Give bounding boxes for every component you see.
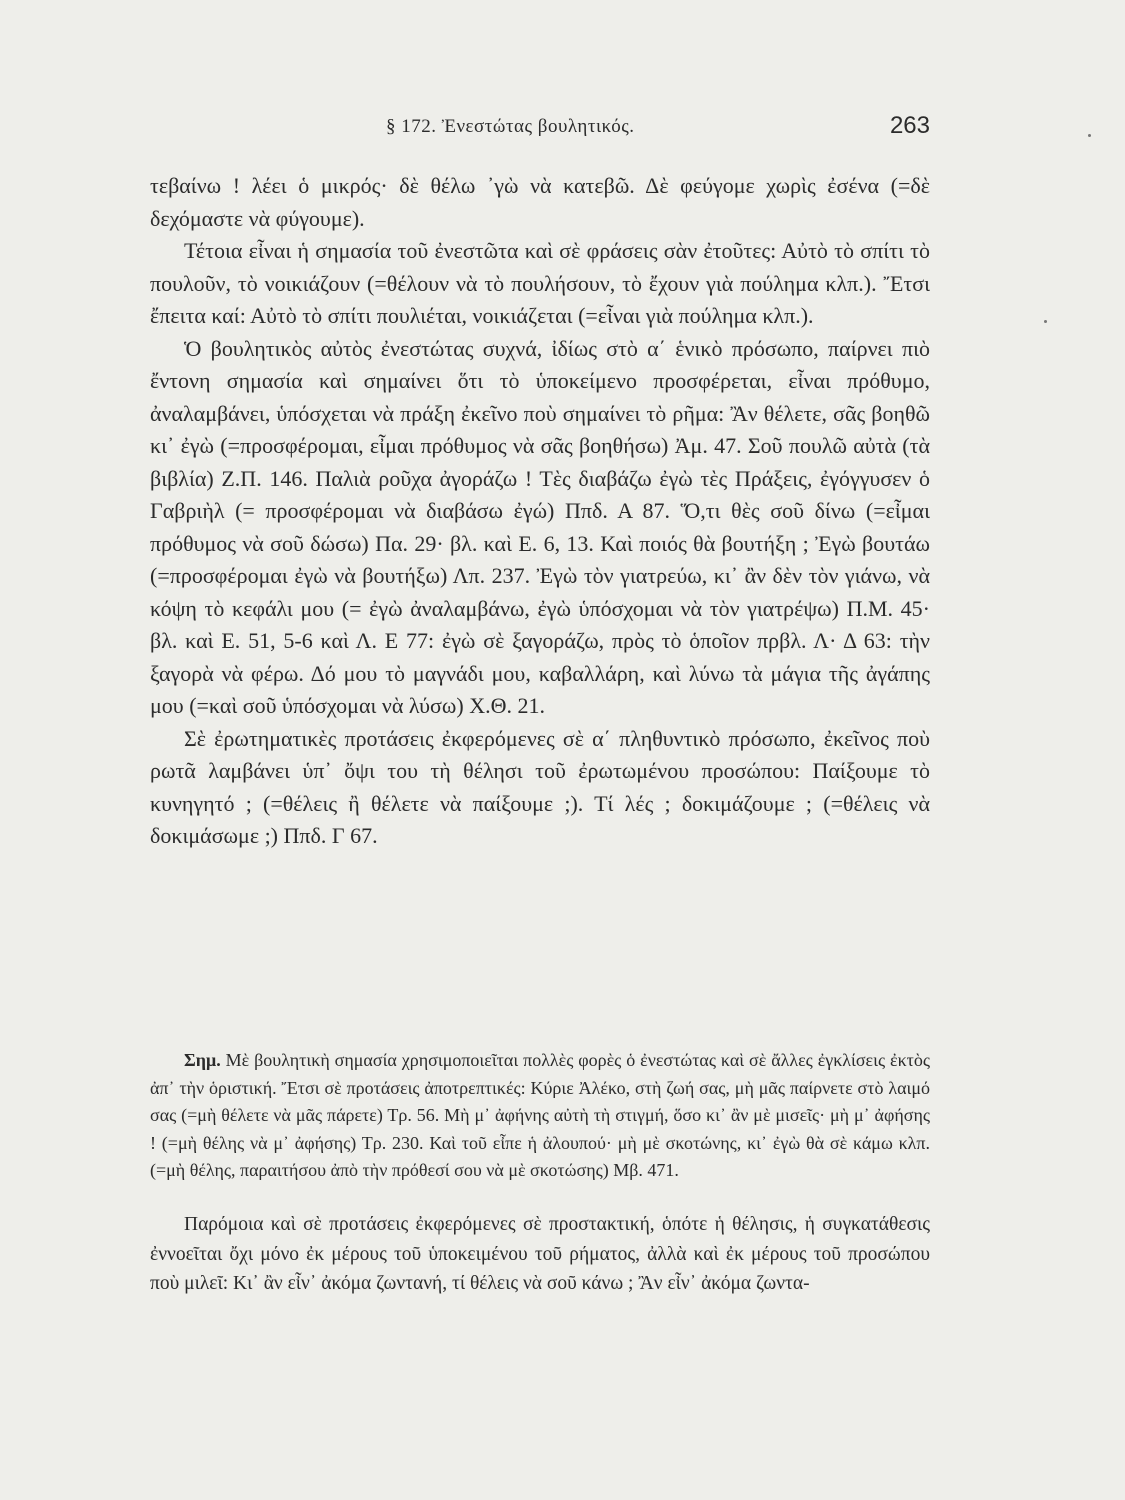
speck-mark [1088,134,1091,137]
note-paragraph [150,1047,930,1185]
paragraph: Ὁ βουλητικὸς αὐτὸς ἐνεστώτας συχνά, ἰδίως στὸ α΄ ἑνικὸ πρόσωπο, παίρνει πιὸ ἔντονη σημασία καὶ σημαίνει ὅτι τὸ ὑποκείμενο προσφέρεται, εἶναι πρόθυμο, ἀναλαμβάνει, ὑπόσχεται νὰ πράξη ἐκεῖνο ποὺ σημαίνει τὸ ρῆμα: Ἂν θέλετε, σᾶς βοηθῶ κι᾽ ἐγὼ (=προσφέρομαι, εἶμαι πρόθυμος νὰ σᾶς βοηθήσω) Ἀμ. 47. Σοῦ πουλῶ αὐτὰ (τὰ βιβλία) Ζ.Π. 146. Παλιὰ ροῦχα ἀγοράζω ! Τὲς διαβάζω ἐγὼ τὲς Πράξεις, ἐγόγγυσεν ὁ Γαβριὴλ (= προσφέρομαι νὰ διαβάσω ἐγώ) Ππδ. Α 87. Ὅ,τι θὲς σοῦ δίνω (=εἶμαι πρόθυμος νὰ σοῦ δώσω) Πα. 29· βλ. καὶ Ε. 6, 13. Καὶ ποιός θὰ βουτήξη ; Ἐγὼ βουτάω (=προσφέρομαι ἐγὼ νὰ βουτήξω) Λπ. 237. Ἐγὼ τὸν γιατρεύω, κι᾽ ἂν δὲν τὸν γιάνω, νὰ κόψη τὸ κεφάλι μου (= ἐγὼ ἀναλαμβάνω, ἐγὼ ὑπόσχομαι νὰ τὸν γιατρέψω) Π.Μ. 45· βλ. καὶ Ε. 51, 5-6 καὶ Λ. Ε 77: ἐγὼ σὲ ξαγοράζω, πρὸς τὸ ὁποῖον πρβλ. Λ· Δ 63: τὴν ξαγορὰ νὰ φέρω. Δό μου τὸ μαγνάδι μου, καβαλλάρη, καὶ λύνω τὰ μάγια τῆς ἀγάπης μου (=καὶ σοῦ ὑπόσχομαι νὰ λύσω) Χ.Θ. 21. [150,335,930,718]
page-number: 263 [889,112,930,139]
speck-mark [1044,320,1047,323]
page-header [150,112,930,144]
running-head: § 172. Ἐνεστώτας βουλητικός. [386,116,635,137]
main-text [150,170,930,853]
paragraph: Τέτοια εἶναι ἡ σημασία τοῦ ἐνεστῶτα καὶ σὲ φράσεις σὰν ἐτοῦτες: Αὐτὸ τὸ σπίτι τὸ πουλοῦν, τὸ νοικιάζουν (=θέλουν νὰ τὸ πουλήσουν, τὸ ἔχουν γιὰ πούλημα κλπ.). Ἔτσι ἔπειτα καί: Αὐτὸ τὸ σπίτι πουλιέται, νοικιάζεται (=εἶναι γιὰ πούλημα κλπ.). [150,238,930,328]
final-paragraph: Παρόμοια καὶ σὲ προτάσεις ἐκφερόμενες σὲ προστακτική, ὁπότε ἡ θέλησις, ἡ συγκατάθεσις ἐννοεῖται ὄχι μόνο ἐκ μέρους τοῦ ὑποκειμένου τοῦ ρήματος, ἀλλὰ καὶ ἐκ μέρους τοῦ προσώπου ποὺ μιλεῖ: Κι᾽ ἂν εἶν᾽ ἀκόμα ζωντανή, τί θέλεις νὰ σοῦ κάνω ; Ἂν εἶν᾽ ἀκόμα ζωντα- [150,1214,930,1294]
paragraph-continuation: τεβαίνω ! λέει ὁ μικρός· δὲ θέλω ᾽γὼ νὰ κατεβῶ. Δὲ φεύγομε χωρὶς ἐσένα (=δὲ δεχόμαστε νὰ φύγουμε). [150,173,930,231]
note-text: Μὲ βουλητικὴ σημασία χρησιμοποιεῖται πολλὲς φορὲς ὁ ἐνεστώτας καὶ σὲ ἄλλες ἐγκλίσεις ἐκτὸς ἀπ᾽ τὴν ὁριστική. Ἔτσι σὲ προτάσεις ἀποτρεπτικές: Κύριε Ἀλέκο, στὴ ζωή σας, μὴ μᾶς παίρνετε στὸ λαιμό σας (=μὴ θέλετε νὰ μᾶς πάρετε) Τρ. 56. Μὴ μ᾽ ἀφήνης αὐτὴ τὴ στιγμή, ὅσο κι᾽ ἂν μὲ μισεῖς· μὴ μ᾽ ἀφήσης ! (=μὴ θέλης νὰ μ᾽ ἀφήσης) Τρ. 230. Καὶ τοῦ εἶπε ἡ ἀλουπού· μὴ μὲ σκοτώνης, κι᾽ ἐγὼ θὰ σὲ κάμω κλπ. (=μὴ θέλης, παραιτήσου ἀπὸ τὴν πρόθεσί σου νὰ μὲ σκοτώσης) Μβ. 471. [150,1050,931,1180]
note-label: Σημ. [184,1050,221,1070]
note-block [150,1047,930,1185]
paragraph: Σὲ ἐρωτηματικὲς προτάσεις ἐκφερόμενες σὲ α΄ πληθυντικὸ πρόσωπο, ἐκεῖνος ποὺ ρωτᾶ λαμβάνει ὑπ᾽ ὄψι του τὴ θέλησι τοῦ ἐρωτωμένου προσώπου: Παίξουμε τὸ κυνηγητό ; (=θέλεις ἢ θέλετε νὰ παίξουμε ;). Τί λές ; δοκιμάζουμε ; (=θέλεις νὰ δοκιμάσωμε ;) Ππδ. Γ 67. [150,725,930,848]
